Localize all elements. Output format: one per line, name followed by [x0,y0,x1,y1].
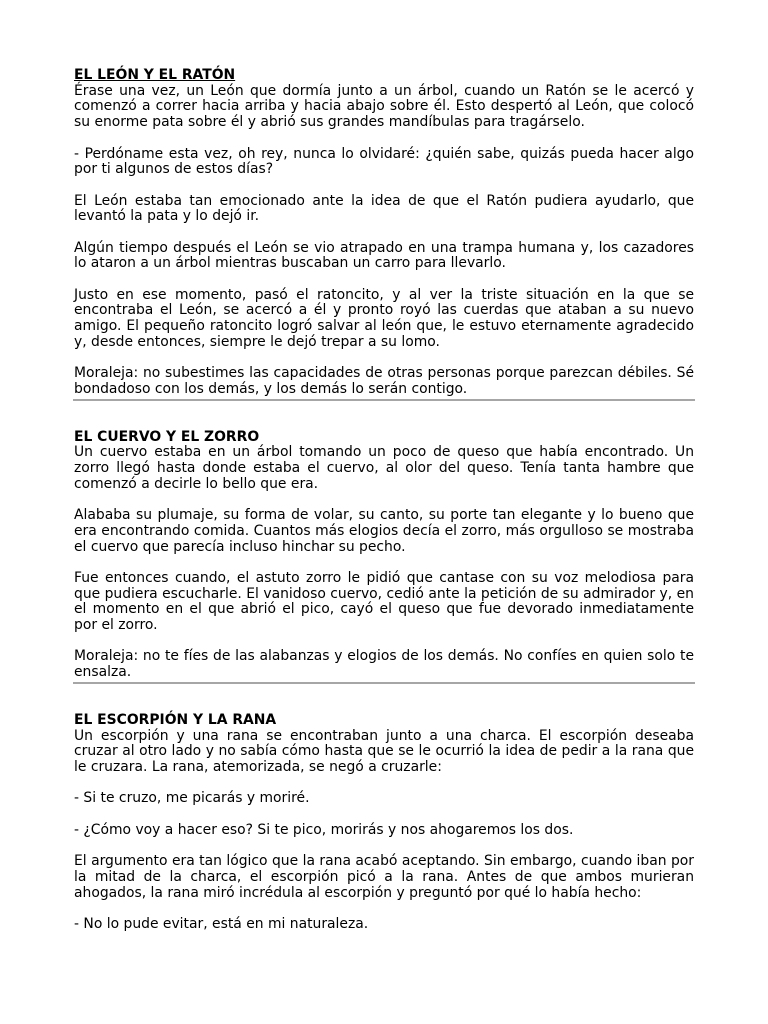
story-crow-and-fox [74,430,694,684]
story-title: EL CUERVO Y EL ZORRO [74,428,260,445]
story-paragraph: Un escorpión y una rana se encontraban junto a una charca. El escorpión deseaba cruzar al otro lado y no sabía cómo hasta que se le ocurrió la idea de pedir a la rana que le cruzara. La rana, atemorizada, se negó a cruzarle: [74,727,694,775]
story-paragraph: - Perdóname esta vez, oh rey, nunca lo olvidaré: ¿quién sabe, quizás pueda hacer algo por ti algunos de estos días? [74,145,694,178]
story-paragraph: - ¿Cómo voy a hacer eso? Si te pico, morirás y nos ahogaremos los dos. [74,821,574,838]
story-paragraph: Justo en ese momento, pasó el ratoncito, y al ver la triste situación en la que se encontraba el León, se acercó a él y pronto royó las cuerdas que ataban a su nuevo amigo. El pequeño ratoncito logró salvar al león que, le estuvo eternamente agradecido y, desde entonces, siempre le dejó trepar a su lomo. [74,286,694,350]
story-moral: Moraleja: no subestimes las capacidades de otras personas porque parezcan débiles. Sé bondadoso con los demás, y los demás lo serán contigo. [74,365,694,397]
story-paragraph: Fue entonces cuando, el astuto zorro le pidió que cantase con su voz melodiosa para que pudiera escucharle. El vanidoso cuervo, cedió ante la petición de su admirador y, en el momento en el que abrió el pico, cayó el queso que fue devorado inmediatamente por el zorro. [74,569,694,634]
story-paragraph: Algún tiempo después el León se vio atrapado en una trampa humana y, los cazadores lo ataron a un árbol mientras buscaban un carro para llevarlo. [74,239,694,272]
story-paragraph: Un cuervo estaba en un árbol tomando un poco de queso que había encontrado. Un zorro llegó hasta donde estaba el cuervo, al olor del queso. Tenía tanta hambre que comenzó a decirle lo bello que era. [74,444,694,492]
story-paragraph: El León estaba tan emocionado ante la idea de que el Ratón pudiera ayudarlo, que levantó la pata y lo dejó ir. [74,192,694,225]
story-paragraph: El argumento era tan lógico que la rana acabó aceptando. Sin embargo, cuando iban por la mitad de la charca, el escorpión picó a la rana. Antes de que ambos murieran ahogados, la rana miró incrédula al escorpión y preguntó por qué lo había hecho: [74,853,694,901]
story-moral: Moraleja: no te fíes de las alabanzas y elogios de los demás. No confíes en quien solo te ensalza. [74,648,694,681]
story-paragraph: Alababa su plumaje, su forma de volar, su canto, su porte tan elegante y lo bueno que era encontrando comida. Cuantos más elogios decía el zorro, más orgulloso se mostraba el cuervo que parecía incluso hinchar su pecho. [74,507,694,555]
story-paragraph: Érase una vez, un León que dormía junto a un árbol, cuando un Ratón se le acercó y comenzó a correr hacia arriba y hacia abajo sobre él. Esto despertó al León, que colocó su enorme pata sobre él y abrió sus grandes mandíbulas para tragárselo. [74,82,694,131]
story-title: EL LEÓN Y EL RATÓN [74,67,236,83]
story-title: EL ESCORPIÓN Y LA RANA [74,711,277,728]
document-page [74,68,694,933]
story-lion-and-mouse [74,68,694,401]
story-paragraph: - Si te cruzo, me picarás y moriré. [74,790,310,807]
story-scorpion-and-frog [74,713,694,933]
story-paragraph: - No lo pude evitar, está en mi naturaleza. [74,915,369,932]
